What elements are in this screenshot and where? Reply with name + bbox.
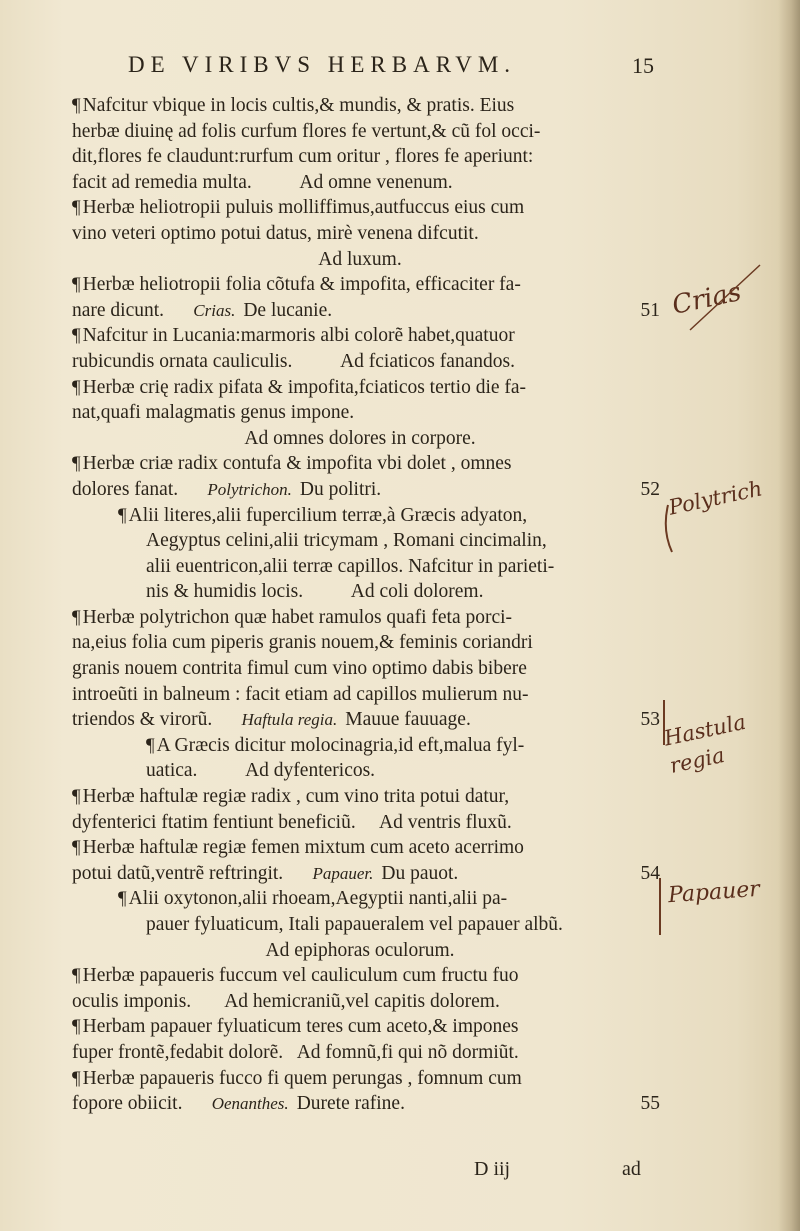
paragraph-mark-icon: ¶ (118, 888, 127, 910)
running-header: DE VIRIBVS HERBARVM. (128, 52, 517, 77)
line-text: Herbæ heliotropii folia cõtufa & impofita, efficaciter fa- (82, 274, 521, 296)
line-text: fuper frontẽ,fedabit dolorẽ. Ad fomnũ,fi qui nõ dormiũt. (72, 1041, 519, 1063)
french-name: Du politri. (299, 478, 382, 500)
marginal-note-crias: Crias (669, 277, 744, 321)
paragraph-mark-icon: ¶ (72, 606, 81, 628)
paragraph-mark-icon: ¶ (72, 786, 81, 808)
paragraph-mark-icon: ¶ (72, 274, 81, 296)
line-text: pauer fyluaticum, Itali papaueralem vel papauer albũ. (146, 914, 563, 935)
line-text: Aegyptus celini,alii tricymam , Romani cincimalin, (146, 530, 547, 552)
herb-name: Crias. (193, 300, 236, 320)
marginal-note-polytrich: Polytrich (666, 476, 765, 520)
marginal-note-papauer: Papauer (667, 876, 761, 909)
line-text: introeũti in balneum : facit etiam ad capillos mulierum nu- (72, 683, 529, 705)
line-text: granis nouem contrita fimul cum vino optimo dabis bibere (72, 658, 527, 680)
line-text: triendos & virorũ. (72, 709, 213, 731)
line-text: A Græcis dicitur molocinagria,id eft,malua fyl- (156, 734, 525, 756)
chapter-number: 52 (640, 478, 660, 500)
line-text: dolores fanat. (72, 478, 179, 500)
line-text: Herbæ haftulæ regiæ radix , cum vino trita potui datur, (82, 786, 510, 808)
line-text: dyfenterici ftatim fentiunt beneficiũ. Ad ventris fluxũ. (72, 811, 512, 833)
line-text: Ad epiphoras oculorum. (265, 939, 455, 961)
line-text: facit ad remedia multa. Ad omne venenum. (72, 171, 453, 193)
chapter-number: 53 (640, 709, 660, 731)
line-text: Herbæ criæ radix contufa & impofita vbi dolet , omnes (82, 453, 512, 475)
line-text: Herbæ papaueris fuccum vel cauliculum cum fructu fuo (82, 965, 519, 987)
line-text: herbæ diuinę ad folis curfum flores fe vertunt,& cũ fol occi- (72, 120, 541, 142)
line-text: Alii oxytonon,alii rhoeam,Aegyptii nanti,alii pa- (128, 888, 508, 910)
line-text: Herbæ polytrichon quæ habet ramulos quafi feta porci- (82, 606, 513, 628)
line-text: uatica. Ad dyfentericos. (146, 760, 376, 782)
line-text: alii euentricon,alii terræ capillos. Nafcitur in parieti- (146, 555, 555, 577)
french-name: De lucanie. (243, 299, 333, 321)
paragraph-mark-icon: ¶ (72, 197, 81, 219)
marginal-note-hastula: Hastula regia (661, 709, 748, 778)
herb-name: Oenanthes. (211, 1094, 289, 1114)
french-name: Mauue fauuage. (345, 709, 471, 731)
line-text: Ad omnes dolores in corpore. (244, 427, 476, 449)
line-text: na,eius folia cum piperis granis nouem,& feminis coriandri (72, 632, 533, 654)
line-text: rubicundis ornata cauliculis. Ad fciaticos fanandos. (72, 350, 515, 372)
line-text: Alii literes,alii fupercilium terræ,à Græcis adyaton, (128, 504, 528, 526)
french-name: Durete rafine. (296, 1093, 405, 1115)
paragraph-mark-icon: ¶ (72, 95, 81, 116)
signature-mark: D iij (474, 1158, 511, 1180)
herb-name: Haftula regia. (241, 710, 338, 730)
paragraph-mark-icon: ¶ (72, 325, 81, 347)
folio-number: 15 (632, 53, 654, 78)
catchword: ad (622, 1158, 641, 1180)
line-text: Herbæ heliotropii puluis molliffimus,autfuccus eius cum (82, 197, 525, 219)
line-text: Herbæ haftulæ regiæ femen mixtum cum aceto acerrimo (82, 837, 524, 859)
line-text: Herbæ papaueris fucco fi quem perungas , fomnum cum (82, 1067, 522, 1089)
line-text: dit,flores fe claudunt:rurfum cum oritur , flores fe aperiunt: (72, 146, 534, 168)
line-text: nare dicunt. (72, 299, 165, 321)
line-text: fopore obiicit. (72, 1093, 183, 1115)
paragraph-mark-icon: ¶ (72, 965, 81, 987)
herb-name: Polytrichon. (207, 479, 292, 499)
paragraph-mark-icon: ¶ (72, 453, 81, 475)
chapter-number: 55 (640, 1093, 660, 1115)
herb-name: Papauer. (312, 863, 374, 883)
line-text: potui datũ,ventrẽ reftringit. (72, 862, 284, 884)
paragraph-mark-icon: ¶ (72, 376, 81, 398)
paragraph-mark-icon: ¶ (72, 837, 81, 859)
line-text: Herbæ crię radix pifata & impofita,fciaticos tertio die fa- (82, 376, 527, 398)
chapter-number: 54 (640, 862, 660, 884)
french-name: Du pauot. (381, 862, 459, 884)
line-text: nis & humidis locis. Ad coli dolorem. (146, 581, 484, 603)
paragraph-mark-icon: ¶ (146, 734, 155, 756)
chapter-number: 51 (640, 299, 660, 321)
paragraph-mark-icon: ¶ (72, 1016, 81, 1038)
line-text: Herbam papauer fyluaticum teres cum aceto,& impones (82, 1016, 519, 1038)
line-text: Nafcitur vbique in locis cultis,& mundis, & pratis. Eius (82, 95, 515, 116)
line-text: vino veteri optimo potui datus, mirè venena difcutit. (72, 222, 479, 244)
paragraph-mark-icon: ¶ (118, 504, 127, 526)
line-text: oculis imponis. Ad hemicraniũ,vel capitis dolorem. (72, 990, 500, 1012)
line-text: Nafcitur in Lucania:marmoris albi colorẽ habet,quatuor (82, 325, 515, 347)
line-text: nat,quafi malagmatis genus impone. (72, 402, 355, 424)
line-text: Ad luxum. (318, 248, 402, 270)
paragraph-mark-icon: ¶ (72, 1067, 81, 1089)
